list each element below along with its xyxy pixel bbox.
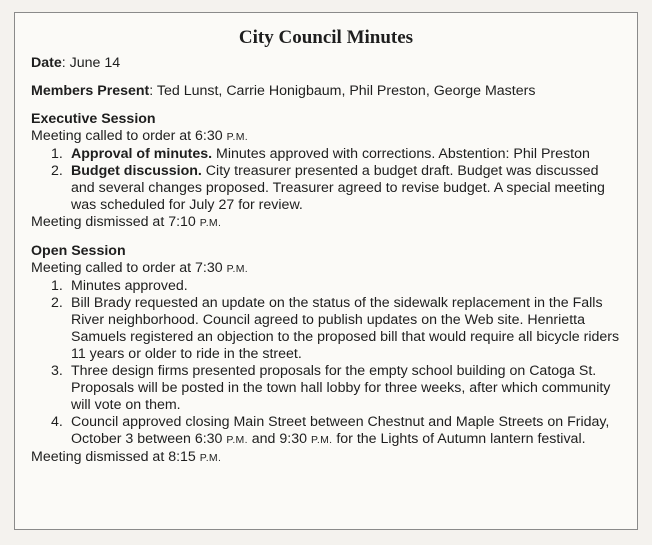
executive-called-to-order [31, 128, 621, 146]
open-items-list [31, 278, 621, 449]
date-line [31, 55, 621, 72]
pm-label: P.M. [199, 217, 222, 229]
members-label: Members Present [31, 83, 150, 99]
item-text: Council approved closing Main Street between Chestnut and Maple Streets on Friday, October 3 between 6:30 [71, 414, 610, 447]
open-called-to-order [31, 260, 621, 278]
page-title: City Council Minutes [238, 27, 414, 48]
executive-items-list [31, 146, 621, 214]
list-item [31, 295, 621, 363]
item-text: Minutes approved with corrections. Abstention: Phil Preston [212, 146, 590, 162]
called-text: Meeting called to order at 7:30 [31, 260, 227, 276]
open-session-heading: Open Session [31, 243, 126, 259]
item-number: 2. [51, 295, 63, 311]
item-text: Three design firms presented proposals for the empty school building on Catoga St. Proposals will be posted in the town hall lobby for three weeks, after which community will vote on them. [71, 363, 611, 413]
item-text: Minutes approved. [71, 278, 188, 294]
executive-dismissed [31, 214, 621, 232]
minutes-document [14, 12, 638, 530]
open-dismissed [31, 449, 621, 467]
executive-session-heading: Executive Session [31, 111, 156, 127]
list-item [31, 278, 621, 295]
item-text: and 9:30 [247, 431, 311, 447]
dismissed-text: Meeting dismissed at 8:15 [31, 449, 200, 465]
date-label: Date [31, 55, 62, 71]
list-item [31, 363, 621, 414]
item-number: 4. [51, 414, 63, 430]
list-item [31, 414, 621, 449]
pm-label: P.M. [226, 434, 248, 446]
item-text: City treasurer presented a budget draft. Budget was discussed and several changes proposed. Treasurer agreed to revise budget. A special meeting was scheduled for July 27 for review. [71, 163, 605, 213]
item-title: Budget discussion. [71, 163, 202, 179]
date-value: : June 14 [61, 55, 121, 71]
pm-label: P.M. [310, 434, 333, 446]
item-text: for the Lights of Autumn lantern festival. [332, 431, 586, 447]
pm-label: P.M. [199, 452, 222, 464]
item-number: 2. [51, 163, 63, 179]
item-text: Bill Brady requested an update on the status of the sidewalk replacement in the Falls River neighborhood. Council agreed to publish updates on the Web site. Henrietta Samuels registered an objection to the proposed bill that would require all bicycle riders 11 years or older to ride in the street. [71, 295, 620, 362]
members-value: : Ted Lunst, Carrie Honigbaum, Phil Preston, George Masters [149, 83, 536, 99]
dismissed-text: Meeting dismissed at 7:10 [31, 214, 200, 230]
item-number: 3. [51, 363, 63, 379]
list-item [31, 163, 621, 214]
pm-label: P.M. [226, 131, 249, 143]
pm-label: P.M. [226, 263, 249, 275]
called-text: Meeting called to order at 6:30 [31, 128, 227, 144]
list-item [31, 146, 621, 163]
item-number: 1. [51, 146, 63, 162]
item-title: Approval of minutes. [71, 146, 213, 162]
members-line [31, 83, 621, 100]
item-number: 1. [51, 278, 63, 294]
